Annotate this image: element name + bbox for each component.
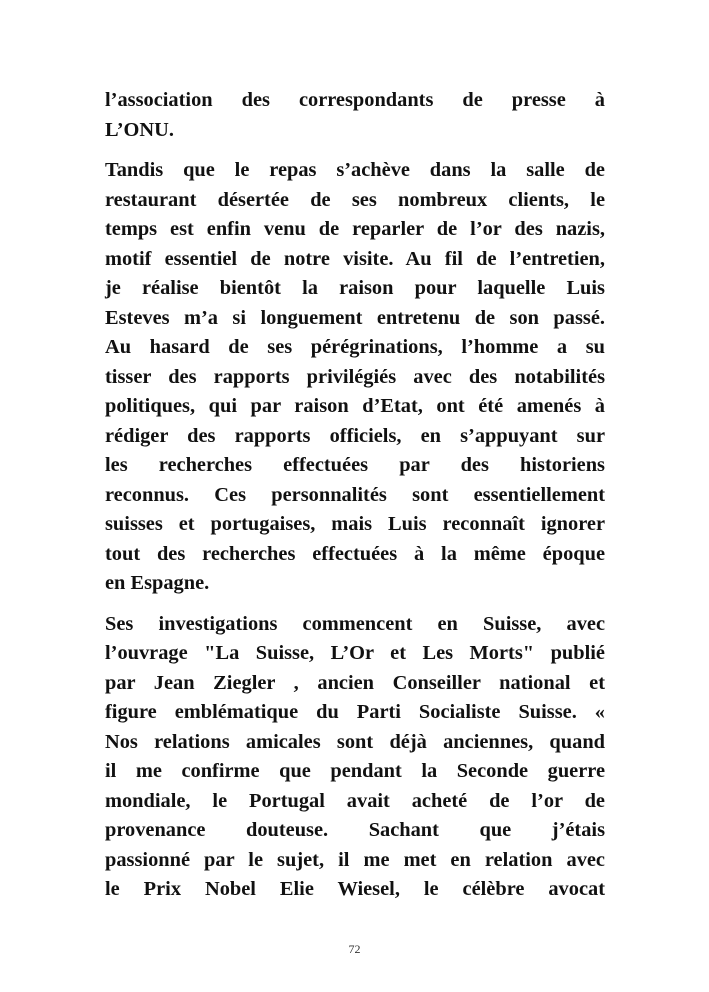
text-line: en Espagne. xyxy=(105,572,210,594)
text-line: passionné par le sujet, il me met en relation avec xyxy=(105,848,605,871)
text-line: L’ONU. xyxy=(105,118,174,141)
text-line: l’association des correspondants de presse à xyxy=(105,89,605,111)
text-line: par Jean Ziegler , ancien Conseiller national et xyxy=(105,671,605,694)
text-line: motif essentiel de notre visite. Au fil de l’entretien, xyxy=(105,247,605,270)
text-line: temps est enfin venu de reparler de l’or des nazis, xyxy=(105,218,605,240)
text-line: Esteves m’a si longuement entretenu de son passé. xyxy=(105,306,605,329)
paragraph-1 xyxy=(105,86,605,145)
paragraph-2 xyxy=(105,156,605,599)
text-line: restaurant désertée de ses nombreux clients, le xyxy=(105,188,605,211)
text-line: Nos relations amicales sont déjà anciennes, quand xyxy=(105,730,605,753)
text-line: politiques, qui par raison d’Etat, ont été amenés à xyxy=(105,395,605,417)
text-line: suisses et portugaises, mais Luis reconnaît ignorer xyxy=(105,513,605,535)
document-page xyxy=(105,86,605,916)
paragraph-3 xyxy=(105,610,605,905)
text-line: Tandis que le repas s’achève dans la salle de xyxy=(105,159,605,181)
text-line: Ses investigations commencent en Suisse, avec xyxy=(105,612,605,635)
text-line: le Prix Nobel Elie Wiesel, le célèbre avocat xyxy=(105,878,605,900)
page-number: 72 xyxy=(348,942,361,956)
text-line: l’ouvrage "La Suisse, L’Or et Les Morts" publié xyxy=(105,642,605,664)
text-line: rédiger des rapports officiels, en s’appuyant sur xyxy=(105,424,605,447)
text-line: les recherches effectuées par des historiens xyxy=(105,454,605,476)
text-line: Au hasard de ses pérégrinations, l’homme a su xyxy=(105,336,605,358)
text-line: provenance douteuse. Sachant que j’étais xyxy=(105,819,605,841)
text-line: figure emblématique du Parti Socialiste Suisse. « xyxy=(105,701,605,723)
text-line: je réalise bientôt la raison pour laquelle Luis xyxy=(105,277,605,299)
text-line: mondiale, le Portugal avait acheté de l’or de xyxy=(105,789,605,812)
text-line: tisser des rapports privilégiés avec des notabilités xyxy=(105,365,605,388)
text-line: reconnus. Ces personnalités sont essentiellement xyxy=(105,483,605,506)
text-line: tout des recherches effectuées à la même époque xyxy=(105,542,605,565)
text-line: il me confirme que pendant la Seconde guerre xyxy=(105,760,605,782)
